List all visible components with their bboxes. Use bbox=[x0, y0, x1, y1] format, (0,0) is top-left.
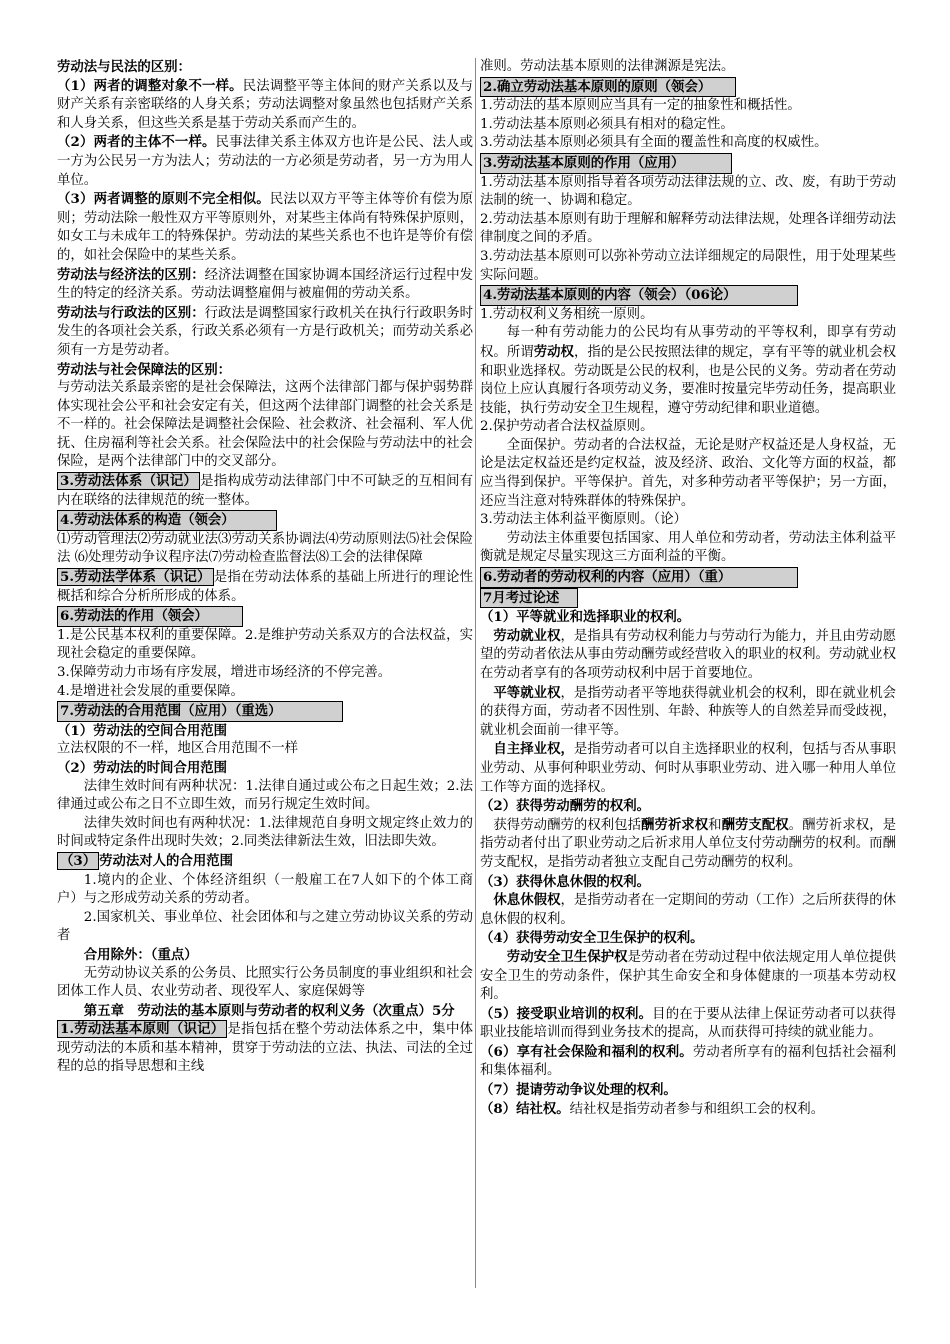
section-4-body: ⑴劳动管理法⑵劳动就业法⑶劳动关系协调法⑷劳动原则法⑸社会保险法 ⑹处理劳动争议程序法⑺劳动检查监督法⑻工会的法律保障 bbox=[57, 531, 473, 566]
section-5: 5.劳动法学体系（识记） 是指在劳动法体系的基础上所进行的理论性概括和综合分析所形成的体系。 bbox=[57, 569, 474, 604]
r-section-3-line-2: 2.劳动法基本原则有助于理解和解释劳动法律法规，处理各详细劳动法律制度之间的矛盾。 bbox=[480, 211, 896, 246]
r-section-7-heading-row bbox=[480, 588, 896, 609]
social-law-title: 劳动法与社会保障法的区别： bbox=[57, 361, 232, 378]
section-3: 3.劳动法体系（识记） 是指构成劳动法律部门中不可缺乏的互相间有内在联络的法律规范的统一整体。 bbox=[57, 473, 474, 508]
time-scope-heading: （2）劳动法的时间合用范围 bbox=[57, 759, 228, 776]
section-6-heading-row bbox=[57, 606, 473, 627]
right-1-employment: 劳动就业权，是指具有劳动权利能力与劳动行为能力，并且由劳动愿望的劳动者依法从事由劳动酬劳或经营收入的职业的权利。劳动就业权在劳动者享有的各项劳动权利中居于首要地位。 bbox=[480, 627, 897, 681]
right-6: （6）享有社会保险和福利的权利。劳动者所享有的福利包括社会福利和集体福利。 bbox=[480, 1043, 896, 1079]
r-section-6-heading-row bbox=[480, 567, 896, 588]
continued-text: 准则。劳动法基本原则的法律渊源是宪法。 bbox=[480, 59, 735, 74]
time-scope-expiry: 法律失效时间也有两种状况：1.法律规范自身明文规定终止效力的时间或特定条件出现时失效；2.同类法律新法生效，旧法即失效。 bbox=[57, 815, 473, 850]
r-section-2-heading: 2.确立劳动法基本原则的原则（领会） bbox=[480, 77, 736, 98]
civil-point-2: （2）两者的主体不一样。民事法律关系主体双方也许是公民、法人或一方为公民另一方为法人；劳动法的一方必须是劳动者，另一方为用人单位。 bbox=[57, 134, 474, 188]
r-section-4-heading-row bbox=[480, 285, 896, 306]
person-scope-heading: （3） 劳动法对人的合用范围 bbox=[57, 852, 473, 872]
time-scope-effective: 法律生效时间有两种状况：1.法律自通过或公布之日起生效；2.法律通过或公布之日不立即生效，而另行规定生效时间。 bbox=[57, 778, 473, 813]
person-scope-item-2: 2.国家机关、事业单位、社会团体和与之建立劳动协议关系的劳动者 bbox=[57, 909, 473, 944]
right-column bbox=[480, 58, 896, 1119]
civil-law-title: 劳动法与民法的区别： bbox=[57, 59, 191, 75]
section-5-heading: 5.劳动法学体系（识记） bbox=[57, 568, 214, 586]
person-scope-item-1: 1.境内的企业、个体经济组织（一般雇工在7人如下的个体工商户）与之形成劳动关系的劳动者。 bbox=[57, 872, 473, 907]
civil-point-3: （3）两者调整的原则不完全相似。民法以双方平等主体等价有偿为原则；劳动法除一般性双方平等原则外，对某些主体尚有特殊保护原则，如女工与未成年工的特殊保护。劳动法的某些关系也不也许是等价有偿的，如社会保险中的某些关系。 bbox=[57, 191, 473, 263]
exam-note-heading: 7月考过论述 bbox=[480, 588, 578, 609]
column-divider bbox=[475, 58, 476, 1288]
right-2-heading: （2）获得劳动酬劳的权利。 bbox=[480, 798, 651, 815]
principle-1-body: 每一种有劳动能力的公民均有从事劳动的平等权利，即享有劳动权。所谓劳动权，指的是公民按照法律的规定，享有平等的就业机会权和职业选择权。劳动既是公民的权利，也是公民的义务。劳动者在劳动岗位上应认真履行各项劳动义务，要准时按量完毕劳动任务，提高职业技能，执行劳动安全卫生规程，遵守劳动纪律和职业道德。 bbox=[480, 325, 897, 416]
r-section-2-line-2: 1.劳动法基本原则必须具有相对的稳定性。 bbox=[480, 116, 734, 132]
econ-law-diff: 劳动法与经济法的区别：经济法调整在国家协调本国经济运行过程中发生的特定的经济关系。劳动法调整雇佣与被雇佣的劳动关系。 bbox=[57, 266, 474, 302]
right-4-body: 劳动安全卫生保护权是劳动者在劳动过程中依法规定用人单位提供安全卫生的劳动条件，保护其生命安全和身体健康的一项基本劳动权利。 bbox=[480, 948, 896, 1003]
section-6-heading: 6.劳动法的作用（领会） bbox=[57, 606, 243, 627]
r-section-2-line-3: 3.劳动法基本原则必须具有全面的覆盖性和高度的权威性。 bbox=[480, 135, 828, 151]
r-section-3-heading: 3.劳动法基本原则的作用（应用） bbox=[480, 153, 732, 174]
exclusion-body: 无劳动协议关系的公务员、比照实行公务员制度的事业组织和社会团体工作人员、农业劳动者、现役军人、家庭保姆等 bbox=[57, 965, 473, 1000]
r-section-2-heading-row bbox=[480, 77, 896, 98]
principle-3-title: 3.劳动法主体利益平衡原则。（论） bbox=[480, 512, 687, 528]
r-section-3-line-1: 1.劳动法基本原则指导着各项劳动法律法规的立、改、废，有助于劳动法制的统一、协调和稳定。 bbox=[480, 174, 896, 209]
right-8: （8）结社权。结社权是指劳动者参与和组织工会的权利。 bbox=[480, 1100, 825, 1117]
document-page bbox=[57, 58, 907, 1288]
chapter-title: 第五章 劳动法的基本原则与劳动者的权利义务（次重点）5分 bbox=[83, 1002, 455, 1019]
principle-2-title: 2.保护劳动者合法权益原则。 bbox=[480, 419, 654, 435]
right-3-body: 休息休假权，是指劳动者在一定期间的劳动（工作）之后所获得的休息休假的权利。 bbox=[480, 892, 897, 927]
left-column bbox=[57, 58, 473, 1077]
principle-3-body: 劳动法主体重要包括国家、用人单位和劳动者，劳动法主体利益平衡就是规定尽量实现这三方面利益的平衡。 bbox=[480, 530, 896, 565]
basic-principle-definition: 1.劳动法基本原则（识记） 是指包括在整个劳动法体系之中，集中体现劳动法的本质和基本精神，贯穿于劳动法的立法、执法、司法的全过程的总的指导思想和主线 bbox=[57, 1021, 474, 1075]
right-5: （5）接受职业培训的权利。目的在于要从法律上保证劳动者可以获得职业技能培训而得到业务技术的提高，从而获得可持续的就业能力。 bbox=[480, 1005, 896, 1041]
r-section-4-heading: 4.劳动法基本原则的内容（领会）（06论） bbox=[480, 285, 798, 306]
section-4-heading-row bbox=[57, 510, 473, 531]
space-scope-body: 立法权限的不一样，地区合用范围不一样 bbox=[57, 741, 299, 757]
r-section-3-line-3: 3.劳动法基本原则可以弥补劳动立法详细规定的局限性，用于处理某些实际问题。 bbox=[480, 248, 896, 283]
section-3-heading: 3.劳动法体系（识记） bbox=[57, 472, 200, 490]
right-4-heading: （4）获得劳动安全卫生保护的权利。 bbox=[480, 930, 704, 947]
social-law-body: 与劳动法关系最亲密的是社会保障法，这两个法律部门都与保护弱势群体实现社会公平和社会安定有关，但这两个法律部门调整的社会关系是不一样的。社会保障法是调整社会保险、社会救济、社会福利、军人优抚、住房福利等社会关系。社会保险法中的社会保险与劳动法中的社会保险，是两个法律部门中的交叉部分。 bbox=[57, 380, 473, 470]
r-section-2-line-1: 1.劳动法的基本原则应当具有一定的抽象性和概括性。 bbox=[480, 98, 801, 114]
section-6-line-3: 4.是增进社会发展的重要保障。 bbox=[57, 683, 244, 699]
right-1-equal: 平等就业权，是指劳动者平等地获得就业机会的权利，即在就业机会的获得方面，劳动者不因性别、年龄、种族等人的自然差异而受歧视，就业机会面前一律平等。 bbox=[480, 684, 897, 738]
section-7-heading-row bbox=[57, 701, 473, 722]
principle-2-body: 全面保护。劳动者的合法权益，无论是财产权益还是人身权益，无论是法定权益还是约定权益，波及经济、政治、文化等方面的权益，都应当得到保护。平等保护。首先，对多种劳动者平等保护；另一方面，还应当注意对特殊群体的特殊保护。 bbox=[480, 437, 896, 509]
space-scope-heading: （1）劳动法的空间合用范围 bbox=[57, 722, 228, 739]
section-4-heading: 4.劳动法体系的构造（领会） bbox=[57, 510, 277, 531]
right-2-body: 获得劳动酬劳的权利包括酬劳祈求权和酬劳支配权。酬劳祈求权，是指劳动者付出了职业劳动之后祈求用人单位支付劳动酬劳的权利。而酬劳支配权，是指劳动者独立支配自己劳动酬劳的权利。 bbox=[480, 816, 897, 870]
right-1-heading: （1）平等就业和选择职业的权利。 bbox=[480, 609, 691, 626]
exclusion-heading: 合用除外：（重点） bbox=[83, 946, 198, 963]
civil-point-1: （1）两者的调整对象不一样。民法调整平等主体间的财产关系以及与财产关系有亲密联络的人身关系；劳动法调整对象虽然也包括财产关系和人身关系，但这些关系是基于劳动关系而产生的。 bbox=[57, 77, 473, 131]
right-3-heading: （3）获得休息休假的权利。 bbox=[480, 873, 651, 890]
section-7-heading: 7.劳动法的合用范围（应用）（重选） bbox=[57, 701, 343, 722]
admin-law-diff: 劳动法与行政法的区别：行政法是调整国家行政机关在执行行政职务时发生的各项社会关系，行政关系必须有一方是行政机关；而劳动关系必须有一方是劳动者。 bbox=[57, 304, 474, 358]
principle-1-title: 1.劳动权利义务相统一原则。 bbox=[480, 306, 654, 322]
r-section-3-heading-row bbox=[480, 153, 896, 174]
basic-principle-heading: 1.劳动法基本原则（识记） bbox=[57, 1020, 227, 1038]
section-6-line-1: 1.是公民基本权利的重要保障。2.是维护劳动关系双方的合法权益，实现社会稳定的重要保障。 bbox=[57, 627, 473, 662]
right-1-choice: 自主择业权，是指劳动者可以自主选择职业的权利，包括与否从事职业劳动、从事何种职业劳动、何时从事职业劳动、进入哪一种用人单位工作等方面的选择权。 bbox=[480, 741, 897, 795]
section-6-line-2: 3.保障劳动力市场有序发展，增进市场经济的不停完善。 bbox=[57, 665, 392, 680]
right-7-heading: （7）提请劳动争议处理的权利。 bbox=[480, 1082, 677, 1099]
r-section-6-heading: 6.劳动者的劳动权利的内容（应用）（重） bbox=[480, 567, 798, 588]
